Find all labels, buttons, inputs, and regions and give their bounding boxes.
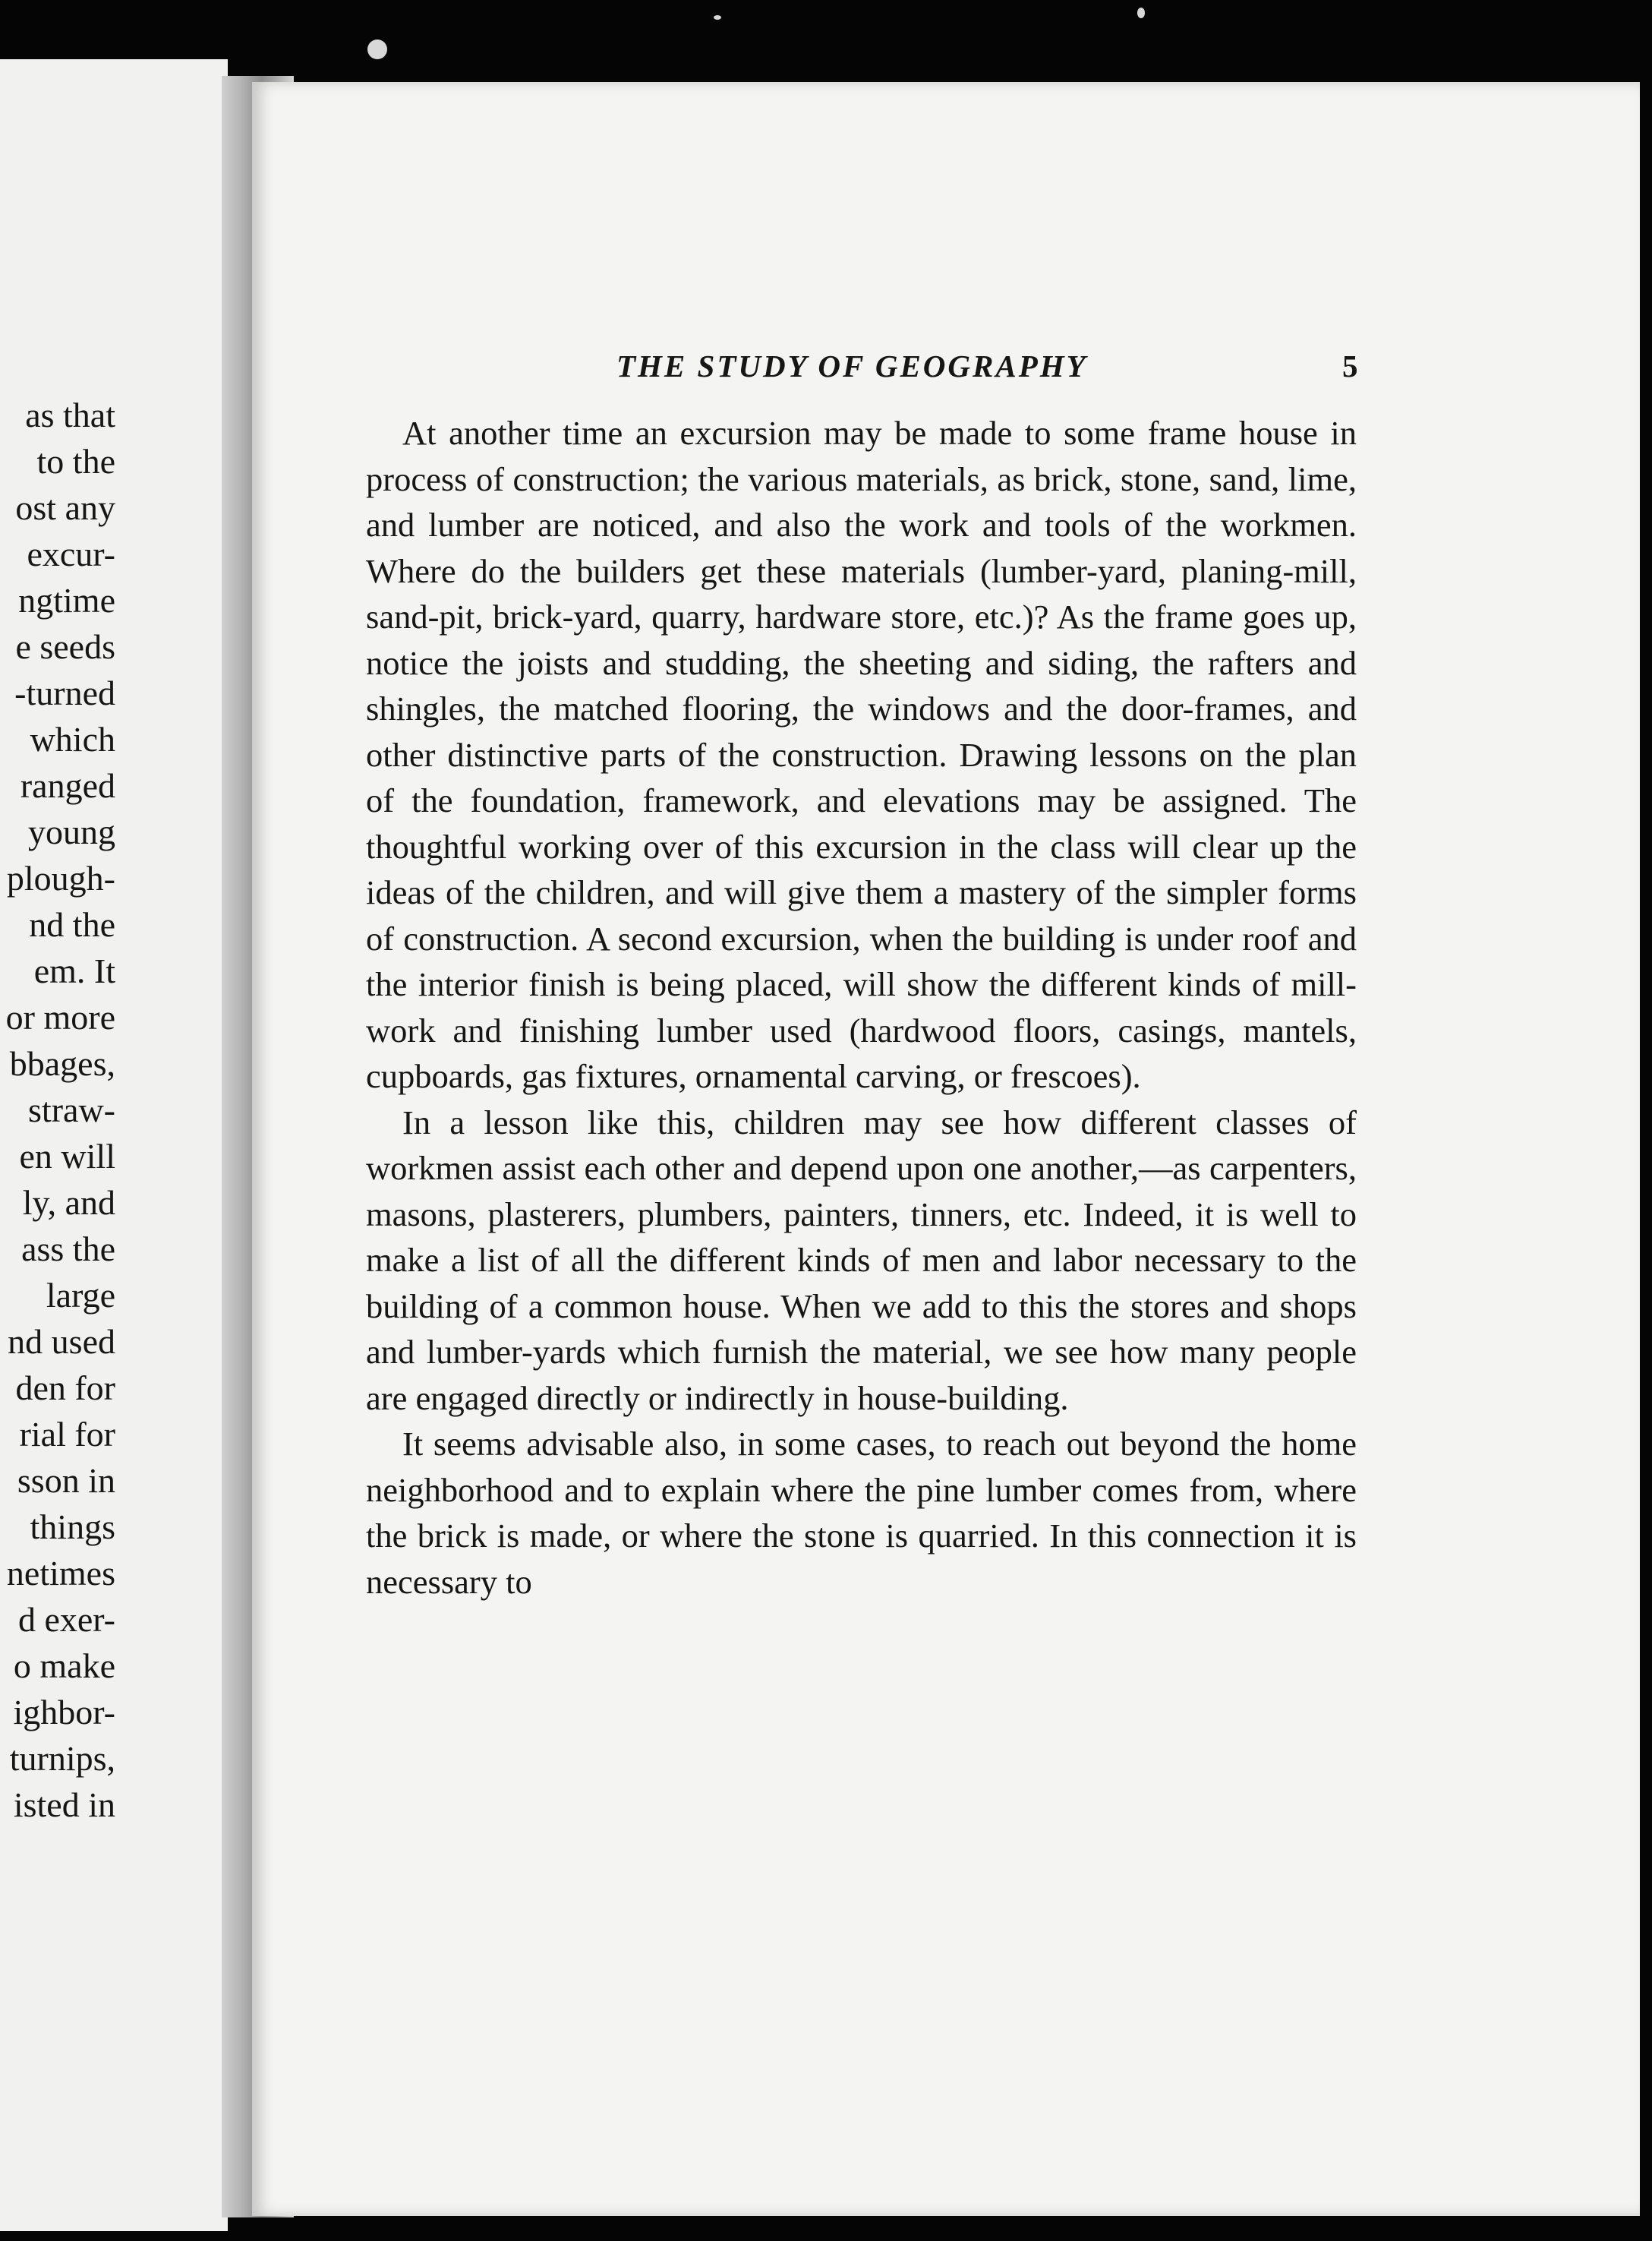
left-line: bbages, (9, 1044, 115, 1083)
left-line: en will (19, 1137, 115, 1176)
right-page (252, 82, 1640, 2216)
left-line: d exer- (17, 1600, 115, 1639)
left-line: e seeds (15, 627, 115, 666)
left-line: which (30, 720, 115, 759)
running-head: THE STUDY OF GEOGRAPHY (616, 349, 1088, 383)
left-line: plough- (6, 859, 115, 898)
left-line: -turned (14, 674, 115, 712)
left-line: young (28, 813, 115, 851)
paragraph: At another time an excursion may be made to some frame house in process of construction; the various materials, as brick, stone, sand, lime, and lumber are noticed, and also the work and tools of the workmen. Where do the builders get these materials (lumber-yard, planing-mill, sand-pit, brick-yard, quarry, hardware store, etc.)? As the frame goes up, notice the joists and studding, the sheeting and siding, the rafters and shingles, the matched flooring, the windows and the door-frames, and other distinctive parts of the construction. Drawing lessons on the plan of the foundation, framework, and elevations may be assigned. The thoughtful working over of this excursion in the class will clear up the ideas of the children, and will give them a mastery of the simpler forms of construction. A second excursion, when the building is under roof and the interior finish is being placed, will show the different kinds of mill-work and finishing lumber used (hardwood floors, casings, mantels, cupboards, gas fixtures, ornamental carving, or frescoes). (366, 414, 1357, 1095)
left-line: em. It (33, 952, 115, 990)
paragraph: In a lesson like this, children may see how different classes of workmen assist each other and depend upon one another,—as carpenters, masons, plasterers, plumbers, painters, tinners, etc. Indeed, it is well to make a list of all the different kinds of men and labor necessary to the building of a common house. When we add to this the stores and shops and lumber-yards which furnish the material, we see how many people are engaged directly or indirectly in house-building. (366, 1103, 1357, 1417)
left-page-text (6, 392, 115, 1828)
left-line: rial for (19, 1415, 115, 1453)
left-line: turnips, (9, 1739, 115, 1778)
paragraph: It seems advisable also, in some cases, to reach out beyond the home neighborhood and to explain where the pine lumber comes from, where the brick is made, or where the stone is quarried. In this connection it is necessary to (366, 1425, 1357, 1601)
left-line: to the (36, 442, 115, 481)
left-line: nd used (8, 1322, 115, 1361)
scan-speck (367, 39, 387, 59)
left-line: o make (13, 1646, 115, 1685)
left-line: things (30, 1507, 115, 1546)
left-line: straw- (28, 1091, 115, 1129)
page-number: 5 (1342, 349, 1358, 383)
left-line: sson in (17, 1461, 115, 1500)
left-page (0, 59, 228, 2231)
left-line: ranged (20, 766, 115, 805)
left-line: den for (15, 1368, 115, 1407)
left-line: netimes (6, 1554, 115, 1592)
scan-speck (714, 15, 721, 20)
page-header (252, 348, 1640, 393)
left-line: ngtime (18, 581, 115, 620)
left-line: as that (25, 396, 115, 434)
scan-speck (1137, 8, 1145, 18)
left-line: ost any (15, 488, 115, 527)
left-line: excur- (27, 535, 115, 573)
left-line: ighbor- (13, 1693, 115, 1731)
body-text (366, 410, 1357, 1605)
left-line: isted in (13, 1785, 115, 1824)
left-line: ass the (21, 1229, 115, 1268)
left-line: ly, and (22, 1183, 115, 1222)
left-line: or more (5, 998, 115, 1037)
left-line: large (46, 1276, 115, 1315)
left-line: nd the (29, 905, 115, 944)
